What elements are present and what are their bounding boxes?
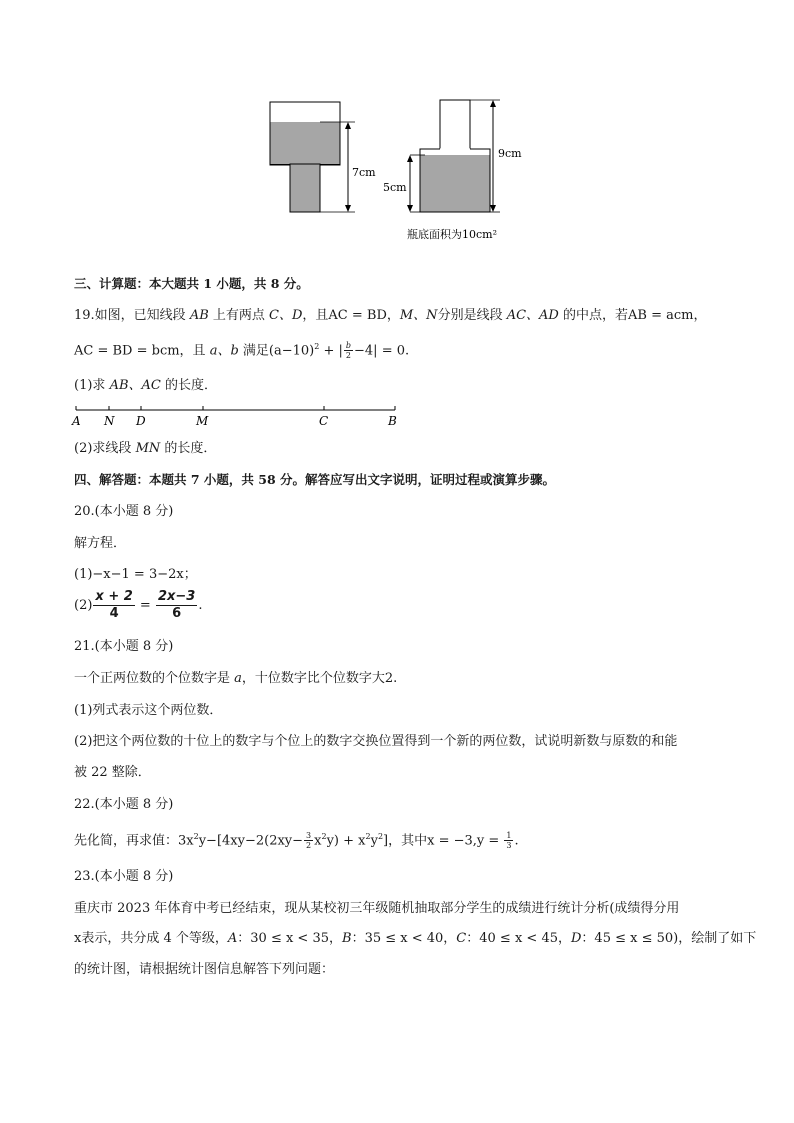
- right-water-label: 5cm: [383, 181, 407, 194]
- q21-title: 21.(本小题 8 分): [74, 639, 174, 654]
- q21-part2-line2: 被 22 整除．: [74, 765, 151, 780]
- q21-text: 一个正两位数的个位数字是 a，十位数字比个位数字大2.: [74, 671, 398, 686]
- bottle-figure: [260, 95, 530, 245]
- q19-line1: 19.如图，已知线段 AB 上有两点 C、D，且AC = BD，M、N分别是线段 AC、AD 的中点，若AB = acm，: [74, 308, 707, 323]
- label-M: M: [196, 414, 209, 428]
- fraction-x-plus-2-over-4: $\frac{x + 2}{4}$: [95, 589, 133, 621]
- q21-part2-line1: (2)把这个两位数的十位上的数字与个位上的数字交换位置得到一个新的两位数，试说明新数与原数的和能: [74, 734, 678, 749]
- label-D: D: [136, 414, 146, 428]
- q21-part1: (1)列式表示这个两位数．: [74, 703, 223, 718]
- fraction-3-over-2: $\frac{3}{2}$: [306, 831, 312, 851]
- section-heading-3: 三、计算题：本大题共 1 小题，共 8 分。: [74, 276, 309, 291]
- q22-title: 22.(本小题 8 分): [74, 797, 174, 812]
- section-heading-4: 四、解答题：本题共 7 小题，共 58 分。解答应写出文字说明，证明过程或演算步骤。: [74, 472, 556, 487]
- q20-part2: (2) $\frac{x + 2}{4}$ = $\frac{2x-3}{6}$ .: [74, 589, 203, 621]
- q19-line2: AC = BD = bcm，且 a、b 满足$(a-10)^2$ + | $\frac{b}{2}$ −4| = 0.: [74, 341, 410, 361]
- q19-part2: (2)求线段 MN 的长度．: [74, 441, 217, 456]
- label-B: B: [388, 414, 397, 428]
- fraction-1-over-3: $\frac{1}{3}$: [506, 831, 512, 851]
- label-C: C: [319, 414, 329, 428]
- right-total-label: 9cm: [498, 147, 522, 160]
- q23-line2: x表示，共分成 4 个等级，A：30 ≤ x < 35，B：35 ≤ x < 40，C：40 ≤ x < 45，D：45 ≤ x ≤ 50)，绘制了如下: [74, 931, 757, 946]
- q22-text: 先化简，再求值：$3x^2y-[4xy-2(2xy-$ $\frac{3}{2}$ $x^2y) + x^2y^2$]，其中x = −3,y = $\frac{1}{3}$ .: [74, 831, 519, 851]
- left-height-label: 7cm: [352, 166, 376, 179]
- q20-intro: 解方程．: [74, 536, 127, 551]
- segment-diagram: [70, 404, 410, 430]
- label-N: N: [104, 414, 115, 428]
- q19-part1: (1)求 AB、AC 的长度．: [74, 378, 217, 393]
- q23-line3: 的统计图，请根据统计图信息解答下列问题：: [74, 962, 335, 977]
- fraction-b-over-2: $\frac{b}{2}$: [345, 341, 352, 361]
- figure-caption: 瓶底面积为10cm²: [407, 228, 497, 241]
- q20-title: 20.(本小题 8 分): [74, 504, 174, 519]
- q23-title: 23.(本小题 8 分): [74, 869, 174, 884]
- label-A: A: [72, 414, 81, 428]
- fraction-2x-minus-3-over-6: $\frac{2x-3}{6}$: [157, 589, 196, 621]
- q20-part1: (1)−x−1 = 3−2x；: [74, 567, 197, 582]
- left-bottle: [270, 102, 355, 212]
- right-bottle: [407, 100, 500, 212]
- q23-line1: 重庆市 2023 年体育中考已经结束，现从某校初三年级随机抽取部分学生的成绩进行统计分析(成绩得分用: [74, 901, 680, 916]
